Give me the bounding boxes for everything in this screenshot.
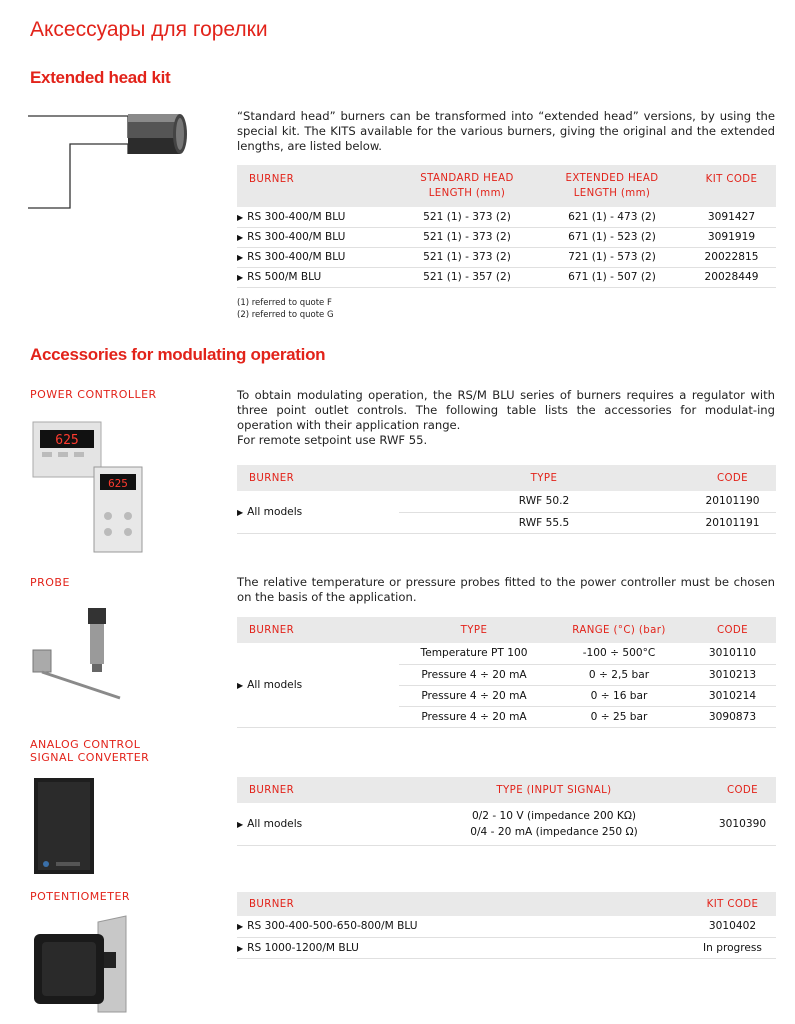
table-row: ▶ RS 300-400/M BLU 521 (1) - 373 (2) 671 (1) - 523 (2) 3091919	[237, 227, 776, 247]
table-header-row: BURNER TYPE RANGE (°C) (bar) CODE	[237, 617, 776, 643]
bullet-arrow-icon: ▶	[237, 253, 244, 262]
extended-head-diagram	[28, 108, 218, 218]
table-header-row: BURNER KIT CODE	[237, 892, 776, 916]
table-row: Pressure 4 ÷ 20 mA 0 ÷ 25 bar 3090873	[237, 706, 776, 727]
probe-table	[237, 617, 776, 728]
footnote-1: (1) referred to quote F	[237, 298, 332, 308]
table-row: ▶ All models 0/2 - 10 V (impedance 200 KΩ) 0/4 - 20 mA (impedance 250 Ω) 3010390	[237, 803, 776, 845]
table-row: ▶ All models RWF 50.2 20101190	[237, 491, 776, 512]
footnotes	[237, 297, 334, 321]
footnote-2: (2) referred to quote G	[237, 310, 334, 320]
table-row: ▶ RS 1000-1200/M BLU In progress	[237, 937, 776, 958]
table-row: ▶ RS 300-400/M BLU 521 (1) - 373 (2) 621 (1) - 473 (2) 3091427	[237, 207, 776, 227]
col-kit-code: KIT CODE	[687, 165, 776, 207]
analog-converter-image	[28, 772, 158, 882]
label-power-controller: POWER CONTROLLER	[30, 388, 157, 401]
bullet-arrow-icon: ▶	[237, 922, 244, 932]
label-probe: PROBE	[30, 576, 70, 589]
label-potentiometer: POTENTIOMETER	[30, 890, 131, 903]
potentiometer-image	[28, 912, 158, 1022]
table-row: ▶ RS 500/M BLU 521 (1) - 357 (2) 671 (1) - 507 (2) 20028449	[237, 267, 776, 287]
probe-text: The relative temperature or pressure probes fitted to the power controller must be chosen on the basis of the application.	[237, 575, 775, 604]
section-title-modulating: Accessories for modulating operation	[30, 345, 326, 364]
table-row: Pressure 4 ÷ 20 mA 0 ÷ 2,5 bar 3010213	[237, 664, 776, 685]
extended-head-table	[237, 165, 776, 288]
label-analog-converter: ANALOG CONTROL SIGNAL CONVERTER	[30, 738, 150, 764]
col-standard-head: STANDARD HEAD LENGTH (mm)	[397, 165, 537, 207]
col-burner: BURNER	[237, 165, 397, 207]
potentiometer-table	[237, 892, 776, 959]
power-controller-image	[28, 412, 158, 562]
analog-converter-table	[237, 777, 776, 846]
page-title: Аксессуары для горелки	[30, 18, 268, 41]
display-readout: 625	[55, 433, 79, 448]
table-row: Pressure 4 ÷ 20 mA 0 ÷ 16 bar 3010214	[237, 685, 776, 706]
bullet-arrow-icon: ▶	[237, 680, 244, 690]
bullet-arrow-icon: ▶	[237, 212, 244, 222]
table-header-row: BURNER TYPE (INPUT SIGNAL) CODE	[237, 777, 776, 803]
table-row: RWF 55.5 20101191	[237, 512, 776, 533]
bullet-arrow-icon: ▶	[237, 819, 244, 829]
table-row: ▶ All models Temperature PT 100 -100 ÷ 500°C 3010110	[237, 643, 776, 664]
bullet-arrow-icon: ▶	[237, 507, 244, 517]
table-row: ▶ RS 300-400/M BLU 521 (1) - 373 (2) 721 (1) - 573 (2) 20022815	[237, 247, 776, 267]
display-readout: 625	[108, 477, 128, 490]
power-controller-text	[237, 388, 775, 448]
table-header-row	[237, 165, 776, 207]
bullet-arrow-icon: ▶	[237, 273, 244, 282]
power-controller-paragraph: To obtain modulating operation, the RS/M BLU series of burners requires a regulator with three point outlet controls. The following table lists the accessories for modulat-ing operation with their application range.	[237, 388, 775, 432]
bullet-arrow-icon: ▶	[237, 943, 244, 953]
col-extended-head: EXTENDED HEAD LENGTH (mm)	[537, 165, 687, 207]
probe-image	[28, 600, 158, 710]
power-controller-table	[237, 465, 776, 534]
bullet-arrow-icon: ▶	[237, 233, 244, 242]
table-row: ▶ RS 300-400-500-650-800/M BLU 3010402	[237, 916, 776, 937]
power-controller-remote-note: For remote setpoint use RWF 55.	[237, 433, 428, 447]
extended-head-intro: “Standard head” burners can be transformed into “extended head” versions, by using the special kit. The KITS available for the various burners, giving the original and the extended lengths, are listed below.	[237, 109, 775, 153]
section-title-extended-head-kit: Extended head kit	[30, 68, 171, 87]
table-header-row: BURNER TYPE CODE	[237, 465, 776, 491]
